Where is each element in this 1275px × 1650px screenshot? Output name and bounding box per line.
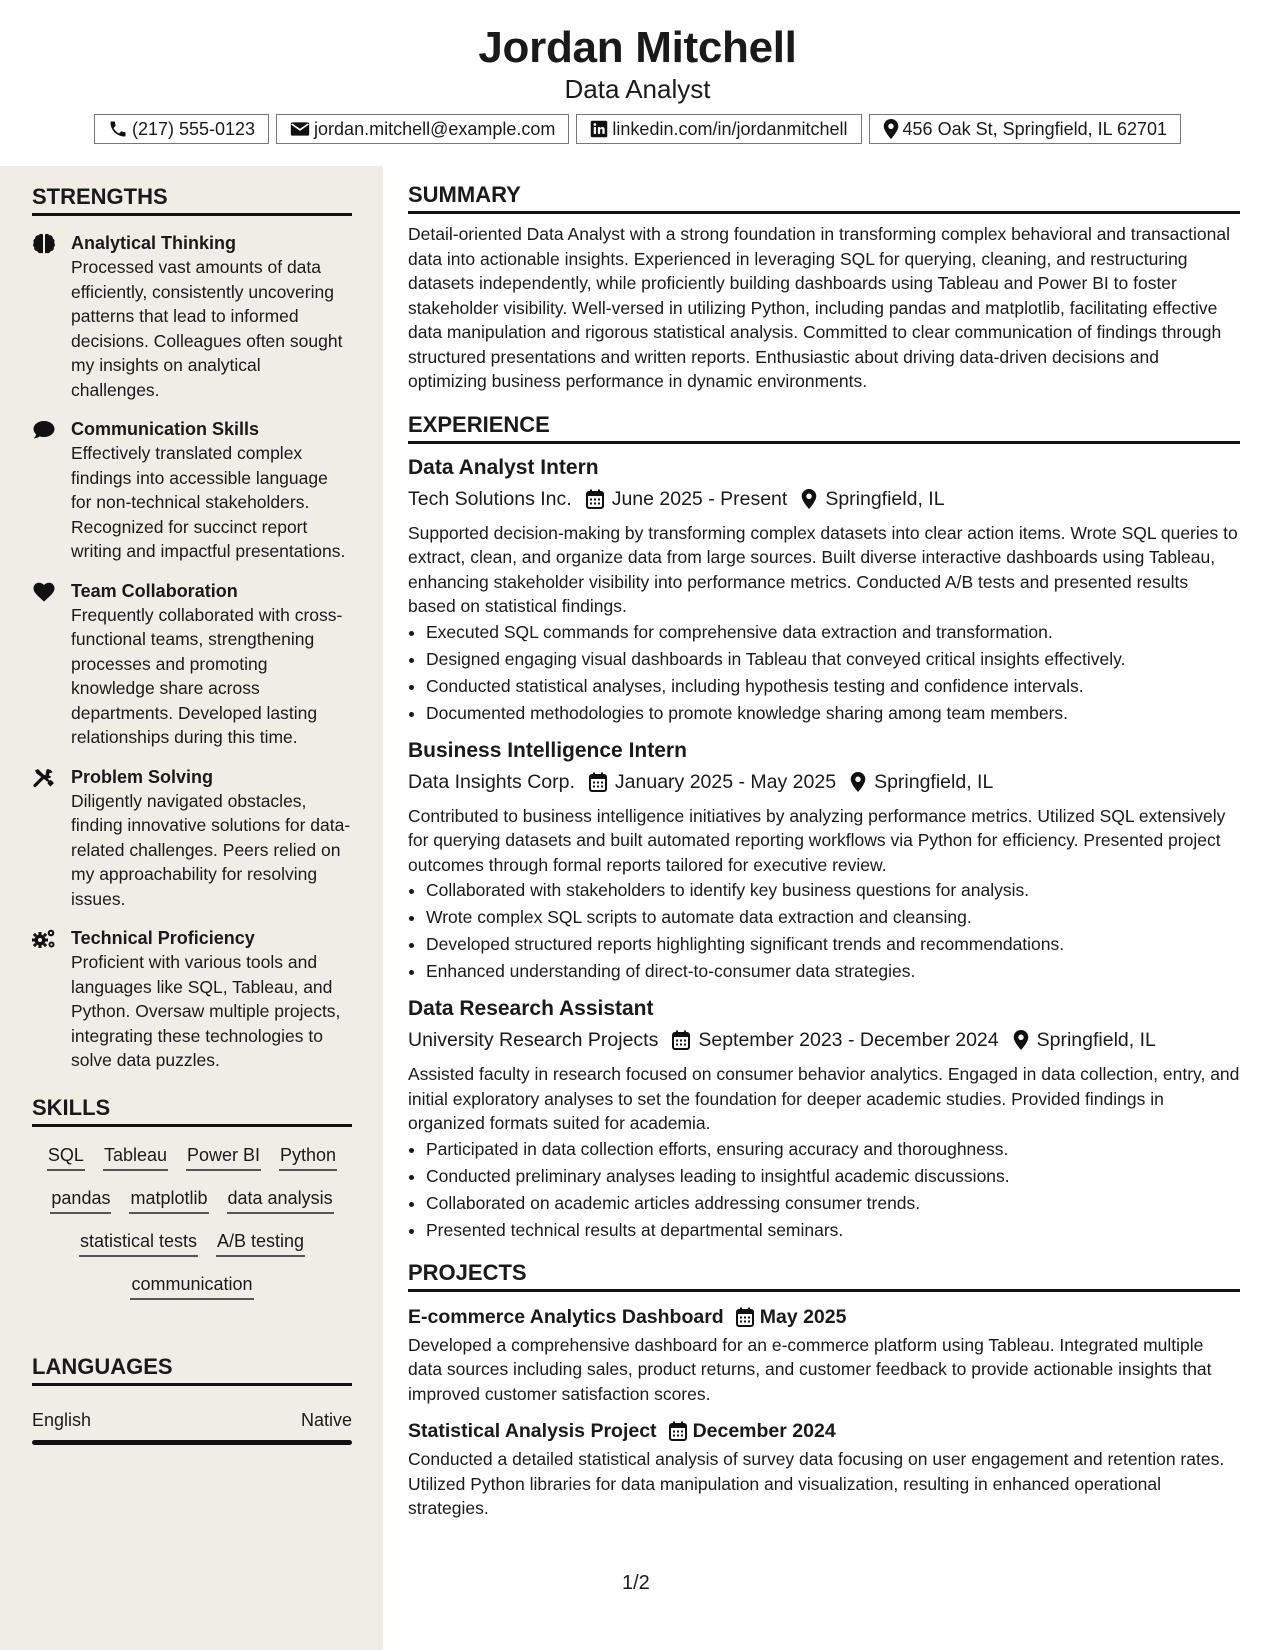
language-level: Native bbox=[300, 1409, 352, 1430]
main-content bbox=[408, 180, 1240, 1521]
envelope-icon bbox=[290, 120, 310, 138]
job-bullet: • Developed structured reports highlighting significant trends and recommendations. bbox=[426, 931, 1240, 958]
calendar-icon bbox=[589, 772, 607, 792]
strength-title: Communication Skills bbox=[71, 419, 260, 439]
skill-tag: matplotlib bbox=[129, 1186, 208, 1214]
strength-title: Problem Solving bbox=[71, 766, 214, 787]
skills-heading: SKILLS bbox=[32, 1093, 352, 1127]
job-meta bbox=[408, 485, 1240, 513]
summary-heading: SUMMARY bbox=[408, 180, 1240, 214]
job-location: Springfield, IL bbox=[1036, 1029, 1156, 1051]
map-pin-icon bbox=[850, 772, 866, 792]
tools-icon bbox=[32, 767, 56, 789]
job-location: Springfield, IL bbox=[874, 770, 994, 793]
language-name: English bbox=[32, 1409, 92, 1430]
strength-title: Technical Proficiency bbox=[71, 928, 255, 948]
job-bullet: • Conducted preliminary analyses leading to insightful academic discussions. bbox=[426, 1163, 1240, 1190]
sidebar bbox=[0, 166, 383, 1650]
phone-text: (217) 555-0123 bbox=[131, 118, 256, 139]
phone-chip[interactable] bbox=[94, 114, 269, 144]
strength-title: Team Collaboration bbox=[71, 580, 238, 601]
brain-icon bbox=[32, 233, 56, 255]
strength-text: Frequently collaborated with cross-functional teams, strengthening processes and promoting knowledge share across departments. Developed lasting relationships during this time. bbox=[71, 604, 343, 747]
job-bullet: • Wrote complex SQL scripts to automate data extraction and cleansing. bbox=[426, 904, 1240, 931]
job-meta bbox=[408, 1026, 1240, 1054]
heart-icon bbox=[32, 581, 56, 603]
job-company: Tech Solutions Inc. bbox=[408, 487, 572, 510]
page-number: 1/2 bbox=[622, 1572, 650, 1594]
email-text: jordan.mitchell@example.com bbox=[314, 118, 556, 139]
job-description: Assisted faculty in research focused on consumer behavior analytics. Engaged in data collection, entry, and initial exploratory analyses to set the foundation for deeper academic studies. Provided findings in organized formats suited for academia. bbox=[408, 1064, 1240, 1133]
chat-bubble-icon bbox=[32, 419, 56, 441]
strength-text: Processed vast amounts of data efficiently, consistently uncovering patterns that lead to informed decisions. Colleagues often sought my insights on analytical challenges. bbox=[71, 257, 343, 400]
job-company: Data Insights Corp. bbox=[408, 770, 575, 793]
project-description: Developed a comprehensive dashboard for an e-commerce platform using Tableau. Integrated multiple data sources including sales, product returns, and customer feedback to provide actionable insights that improved customer satisfaction scores. bbox=[408, 1334, 1212, 1404]
job-dates: January 2025 - May 2025 bbox=[614, 770, 837, 793]
calendar-icon bbox=[669, 1421, 687, 1441]
job-bullet: • Executed SQL commands for comprehensive data extraction and transformation. bbox=[426, 619, 1240, 646]
calendar-icon bbox=[672, 1030, 690, 1050]
strength-item bbox=[32, 231, 352, 402]
job-bullets bbox=[408, 1136, 1240, 1244]
job-description: Supported decision-making by transforming complex datasets into clear action items. Wrote SQL queries to extract, clean, and organize data from large sources. Built diverse interactive dashboards using Tableau, enhancing stakeholder visibility into performance metrics. Conducted A/B tests and presented results based on statistical findings. bbox=[408, 522, 1238, 616]
calendar-icon bbox=[586, 489, 604, 509]
map-pin-icon bbox=[1013, 1030, 1029, 1050]
job-entry bbox=[408, 995, 1240, 1244]
project-head bbox=[408, 1418, 1240, 1444]
skill-tag: Tableau bbox=[103, 1143, 168, 1171]
language-proficiency-bar bbox=[32, 1440, 352, 1445]
job-entry bbox=[408, 737, 1240, 986]
job-location: Springfield, IL bbox=[825, 487, 945, 510]
project-entry bbox=[408, 1418, 1240, 1521]
job-bullet: • Collaborated with stakeholders to identify key business questions for analysis. bbox=[426, 877, 1240, 904]
linkedin-icon bbox=[590, 120, 608, 138]
summary-text: Detail-oriented Data Analyst with a strong foundation in transforming complex behavioral and transactional data into actionable insights. Experienced in leveraging SQL for querying, cleaning, and restructuring datasets independently, while proficiently building dashboards using Tableau and Power BI to foster stakeholder visibility. Well-versed in utilizing Python, including pandas and matplotlib, facilitating effective data manipulation and rigorous statistical analysis. Committed to clear communication of findings through structured presentations and written reports. Enthusiastic about driving data-driven decisions and optimizing business performance in dynamic environments. bbox=[408, 224, 1230, 391]
project-description: Conducted a detailed statistical analysis of survey data focusing on user engagement and retention rates. Utilized Python libraries for data manipulation and visualization, resulting in enhanced operational strategies. bbox=[408, 1449, 1225, 1518]
projects-heading: PROJECTS bbox=[408, 1258, 1240, 1292]
candidate-title: Data Analyst bbox=[564, 74, 711, 104]
project-date: May 2025 bbox=[759, 1305, 847, 1328]
strength-item bbox=[32, 417, 352, 564]
job-dates: June 2025 - Present bbox=[611, 487, 788, 510]
job-bullets bbox=[408, 619, 1240, 727]
linkedin-text: linkedin.com/in/jordanmitchell bbox=[612, 118, 848, 139]
job-description: Contributed to business intelligence initiatives by analyzing performance metrics. Utilized SQL extensively for querying datasets and built automated reporting workflows via Python for efficiency. Presented project outcomes through formal reports tailored for executive review. bbox=[408, 805, 1226, 875]
job-role: Data Research Assistant bbox=[408, 997, 654, 1020]
job-meta bbox=[408, 768, 1240, 796]
project-date: December 2024 bbox=[692, 1420, 836, 1442]
language-row bbox=[32, 1408, 352, 1432]
job-bullet: • Documented methodologies to promote knowledge sharing among team members. bbox=[426, 700, 1240, 727]
email-chip[interactable] bbox=[276, 114, 569, 144]
strengths-heading: STRENGTHS bbox=[32, 182, 352, 216]
job-entry bbox=[408, 454, 1240, 727]
strength-text: Effectively translated complex findings into accessible language for non-technical stakeholders. Recognized for succinct report writing and impactful presentations. bbox=[71, 443, 346, 561]
map-pin-icon bbox=[883, 119, 899, 139]
skill-tag: Python bbox=[279, 1143, 337, 1171]
job-bullet: • Designed engaging visual dashboards in Tableau that conveyed critical insights effectively. bbox=[426, 646, 1240, 673]
strength-item bbox=[32, 579, 352, 750]
skill-tag: pandas bbox=[50, 1186, 111, 1214]
strength-text: Diligently navigated obstacles, finding innovative solutions for data-related challenges. Peers relied on my approachability for resolving issues. bbox=[71, 790, 351, 909]
contact-bar bbox=[0, 114, 1275, 144]
job-dates: September 2023 - December 2024 bbox=[698, 1029, 999, 1051]
skill-tag: data analysis bbox=[227, 1186, 334, 1214]
strength-text: Proficient with various tools and languages like SQL, Tableau, and Python. Oversaw multiple projects, integrating these technologies to solve data puzzles. bbox=[71, 952, 341, 1070]
address-chip[interactable] bbox=[869, 114, 1182, 144]
address-text: 456 Oak St, Springfield, IL 62701 bbox=[902, 118, 1168, 139]
job-bullet: • Conducted statistical analyses, including hypothesis testing and confidence intervals. bbox=[426, 673, 1240, 700]
skills-list bbox=[32, 1143, 352, 1300]
job-bullet: • Collaborated on academic articles addressing consumer trends. bbox=[426, 1190, 1240, 1217]
project-head bbox=[408, 1304, 1240, 1330]
strength-item bbox=[32, 926, 352, 1073]
candidate-name: Jordan Mitchell bbox=[478, 23, 797, 72]
job-company: University Research Projects bbox=[408, 1029, 659, 1051]
job-role: Data Analyst Intern bbox=[408, 455, 599, 479]
phone-icon bbox=[108, 119, 128, 139]
job-bullets bbox=[408, 877, 1240, 985]
resume-header bbox=[0, 0, 1275, 166]
skill-tag: statistical tests bbox=[79, 1229, 198, 1257]
job-role: Business Intelligence Intern bbox=[408, 738, 687, 762]
calendar-icon bbox=[736, 1307, 754, 1327]
languages-heading: LANGUAGES bbox=[32, 1352, 352, 1386]
experience-heading: EXPERIENCE bbox=[408, 410, 1240, 444]
project-name: Statistical Analysis Project bbox=[408, 1420, 657, 1442]
project-entry bbox=[408, 1304, 1240, 1407]
skill-tag: Power BI bbox=[186, 1143, 261, 1171]
job-bullet: • Enhanced understanding of direct-to-consumer data strategies. bbox=[426, 958, 1240, 985]
strength-item bbox=[32, 765, 352, 912]
gears-icon bbox=[32, 928, 56, 950]
linkedin-chip[interactable] bbox=[576, 114, 861, 144]
map-pin-icon bbox=[801, 489, 817, 509]
skill-tag: communication bbox=[130, 1272, 253, 1300]
strength-title: Analytical Thinking bbox=[71, 233, 237, 253]
skill-tag: SQL bbox=[47, 1143, 85, 1171]
skill-tag: A/B testing bbox=[216, 1229, 305, 1257]
project-name: E-commerce Analytics Dashboard bbox=[408, 1305, 724, 1328]
job-bullet: • Presented technical results at departmental seminars. bbox=[426, 1217, 1240, 1244]
job-bullet: • Participated in data collection efforts, ensuring accuracy and thoroughness. bbox=[426, 1136, 1240, 1163]
